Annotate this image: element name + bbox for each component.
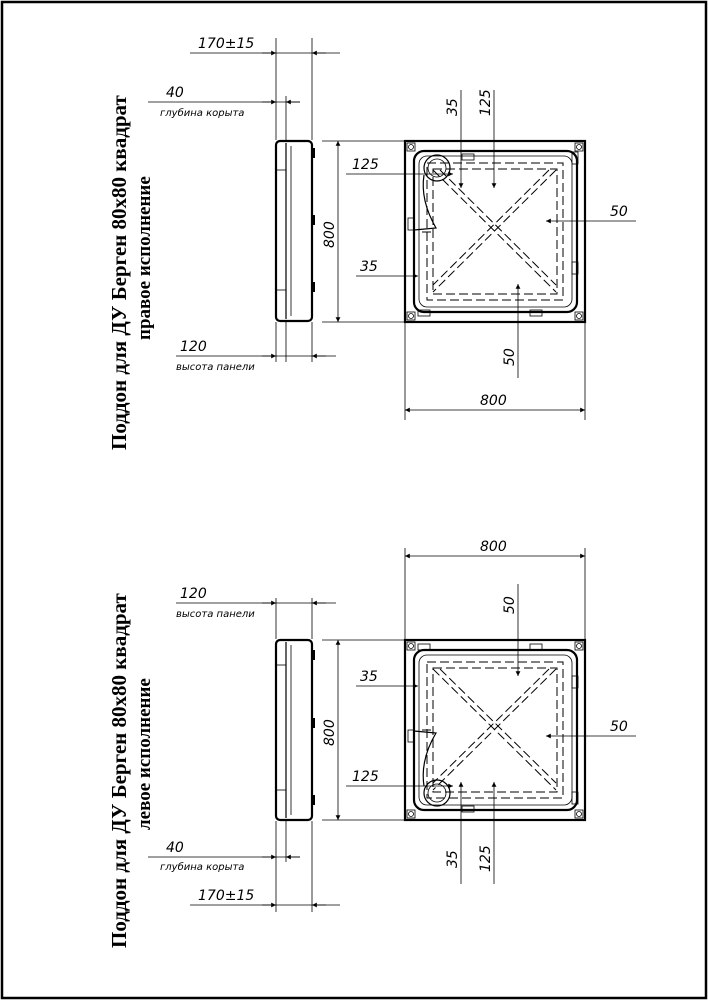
top-dim-depth: 40 <box>166 85 184 101</box>
bottom-subtitle: левое исполнение <box>134 678 155 830</box>
bottom-dim-depth: 40 <box>166 840 184 856</box>
top-dim-35-a: 35 <box>445 98 461 116</box>
bottom-plan-view <box>405 640 585 820</box>
bottom-label-depth: глубина корыта <box>160 862 245 873</box>
top-title: Поддон для ДУ Берген 80х80 квадрат <box>107 95 131 450</box>
top-side-profile <box>276 141 315 321</box>
top-dim-35-b: 35 <box>360 259 378 275</box>
bottom-dim-50-b: 50 <box>502 596 518 614</box>
top-dim-50-a: 50 <box>610 204 628 220</box>
top-plan-view <box>405 141 585 322</box>
top-drawing-right-version <box>107 36 636 450</box>
top-dim-panel: 120 <box>180 339 207 355</box>
bottom-dim-50-a: 50 <box>610 719 628 735</box>
top-dim-125-b: 125 <box>352 157 379 173</box>
bottom-label-panel: высота панели <box>176 609 255 620</box>
bottom-title: Поддон для ДУ Берген 80х80 квадрат <box>107 593 131 948</box>
bottom-dim-total-height: 170±15 <box>198 888 255 904</box>
top-label-depth: глубина корыта <box>160 108 245 119</box>
top-subtitle: правое исполнение <box>134 176 155 340</box>
bottom-dim-125-a: 125 <box>478 845 494 872</box>
top-dim-side: 800 <box>322 221 338 248</box>
top-label-panel: высота панели <box>176 362 255 373</box>
top-dim-width: 800 <box>480 393 507 409</box>
top-dim-125-a: 125 <box>478 89 494 116</box>
bottom-side-profile <box>276 640 315 820</box>
bottom-dim-35-b: 35 <box>360 669 378 685</box>
bottom-dim-35-a: 35 <box>445 850 461 868</box>
top-dim-50-b: 50 <box>502 348 518 366</box>
bottom-dim-panel: 120 <box>180 586 207 602</box>
bottom-dim-125-b: 125 <box>352 769 379 785</box>
top-dim-total-height: 170±15 <box>198 36 255 52</box>
bottom-dim-side: 800 <box>322 719 338 746</box>
bottom-dim-width: 800 <box>480 539 507 555</box>
bottom-drawing-left-version <box>107 539 636 948</box>
